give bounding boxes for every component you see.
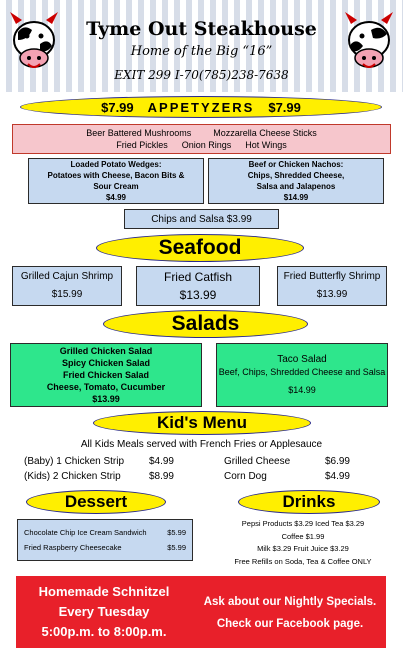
kids-item-price: $4.99	[148, 456, 174, 467]
salad-item: Fried Chicken Salad	[62, 370, 150, 380]
drinks-list	[208, 518, 398, 568]
kids-heading: Kid's Menu	[157, 413, 247, 432]
appetizers-heading: APPETYZERS	[147, 99, 255, 115]
kids-item-price: $4.99	[324, 471, 350, 482]
promo-line: Ask about our Nightly Specials.	[203, 596, 377, 608]
seafood-item-price: $13.99	[316, 289, 348, 300]
kids-item	[224, 454, 350, 469]
kids-item	[224, 469, 350, 484]
seafood-banner	[96, 234, 304, 262]
appetizers-banner	[20, 96, 382, 118]
nachos-price: $14.99	[283, 193, 309, 202]
salads-banner	[103, 310, 308, 338]
promo-line: 5:00p.m. to 8:00p.m.	[41, 624, 167, 639]
dessert-item	[24, 540, 186, 555]
taco-salad-desc: Beef, Chips, Shredded Cheese and Salsa	[218, 367, 386, 377]
seafood-item-name: Grilled Cajun Shrimp	[20, 271, 114, 282]
potato-wedges-box	[28, 158, 204, 204]
wedges-title: Loaded Potato Wedges:	[70, 160, 162, 169]
dessert-item-price: $5.99	[167, 543, 186, 552]
chips-salsa-item: Chips and Salsa $3.99	[151, 213, 252, 225]
restaurant-subtitle: Home of the Big “16”	[130, 44, 273, 59]
kids-item	[24, 454, 174, 469]
wedges-price: $4.99	[105, 193, 127, 202]
salad-price: $13.99	[92, 394, 120, 404]
menu-item: Hot Wings	[245, 140, 287, 150]
nightly-specials-promo	[196, 591, 384, 635]
salads-heading: Salads	[171, 312, 240, 335]
nachos-desc-2: Salsa and Jalapenos	[256, 182, 336, 191]
dessert-banner	[26, 490, 166, 514]
kids-item-name: Corn Dog	[224, 471, 267, 482]
chips-salsa-box	[124, 209, 279, 229]
wedges-desc: Potatoes with Cheese, Bacon Bits &	[47, 171, 185, 180]
schnitzel-promo	[16, 582, 192, 642]
drinks-line: Coffee $1.99	[281, 531, 325, 541]
appetizers-list-box	[12, 124, 391, 154]
wedges-desc-2: Sour Cream	[93, 182, 139, 191]
seafood-item-box	[12, 266, 122, 306]
dessert-item	[24, 525, 186, 540]
promo-line: Homemade Schnitzel	[38, 584, 170, 599]
kids-item-name: (Baby) 1 Chicken Strip	[24, 456, 125, 467]
seafood-item-box	[277, 266, 387, 306]
promo-line: Every Tuesday	[58, 604, 150, 619]
kids-note: All Kids Meals served with French Fries or Applesauce	[80, 439, 323, 450]
taco-salad-name: Taco Salad	[277, 354, 327, 365]
kids-item	[24, 469, 174, 484]
exit-phone-line: EXIT 299 I-70(785)238-7638	[114, 68, 289, 82]
cow-logo-left	[6, 10, 62, 74]
nachos-desc: Chips, Shredded Cheese,	[247, 171, 345, 180]
drinks-heading: Drinks	[282, 492, 336, 511]
drinks-line: Pepsi Products $3.29 Iced Tea $3.29	[241, 519, 365, 528]
kids-item-price: $8.99	[148, 471, 174, 482]
seafood-item-price: $13.99	[179, 287, 217, 302]
seafood-item-name: Fried Catfish	[163, 269, 233, 284]
kids-item-name: (Kids) 2 Chicken Strip	[24, 471, 121, 482]
appetizers-price-left: $7.99	[101, 99, 134, 115]
nachos-title: Beef or Chicken Nachos:	[248, 160, 344, 169]
drinks-banner	[238, 490, 380, 514]
dessert-item-name: Fried Raspberry Cheesecake	[24, 543, 122, 552]
kids-banner	[93, 411, 311, 435]
seafood-item-name: Fried Butterfly Shrimp	[283, 271, 381, 282]
seafood-item-price: $15.99	[51, 289, 83, 300]
salad-item: Grilled Chicken Salad	[59, 346, 153, 356]
appetizers-price-right: $7.99	[268, 99, 301, 115]
kids-items-left	[24, 454, 174, 484]
salad-item: Spicy Chicken Salad	[61, 358, 151, 368]
restaurant-title: Tyme Out Steakhouse	[86, 18, 317, 40]
menu-item: Onion Rings	[181, 140, 232, 150]
seafood-item-box	[136, 266, 260, 306]
drinks-refill-note: Free Refills on Soda, Tea & Coffee ONLY	[234, 556, 372, 566]
salad-item: Cheese, Tomato, Cucumber	[46, 382, 166, 392]
dessert-heading: Dessert	[64, 492, 128, 511]
salads-left-box	[10, 343, 202, 407]
seafood-heading: Seafood	[158, 236, 242, 259]
promo-line: Check our Facebook page.	[216, 618, 364, 630]
dessert-item-name: Chocolate Chip Ice Cream Sandwich	[24, 528, 147, 537]
kids-items-right	[224, 454, 350, 484]
menu-item: Beer Battered Mushrooms	[86, 128, 192, 138]
nachos-box	[208, 158, 384, 204]
dessert-box	[17, 519, 193, 561]
cow-logo-right	[341, 10, 397, 74]
drinks-line: Milk $3.29 Fruit Juice $3.29	[257, 544, 349, 553]
dessert-item-price: $5.99	[167, 528, 186, 537]
kids-item-price: $6.99	[324, 456, 350, 467]
kids-item-name: Grilled Cheese	[224, 456, 291, 467]
taco-salad-price: $14.99	[288, 385, 316, 395]
menu-item: Fried Pickles	[116, 140, 168, 150]
menu-item: Mozzarella Cheese Sticks	[213, 128, 317, 138]
taco-salad-box	[216, 343, 388, 407]
